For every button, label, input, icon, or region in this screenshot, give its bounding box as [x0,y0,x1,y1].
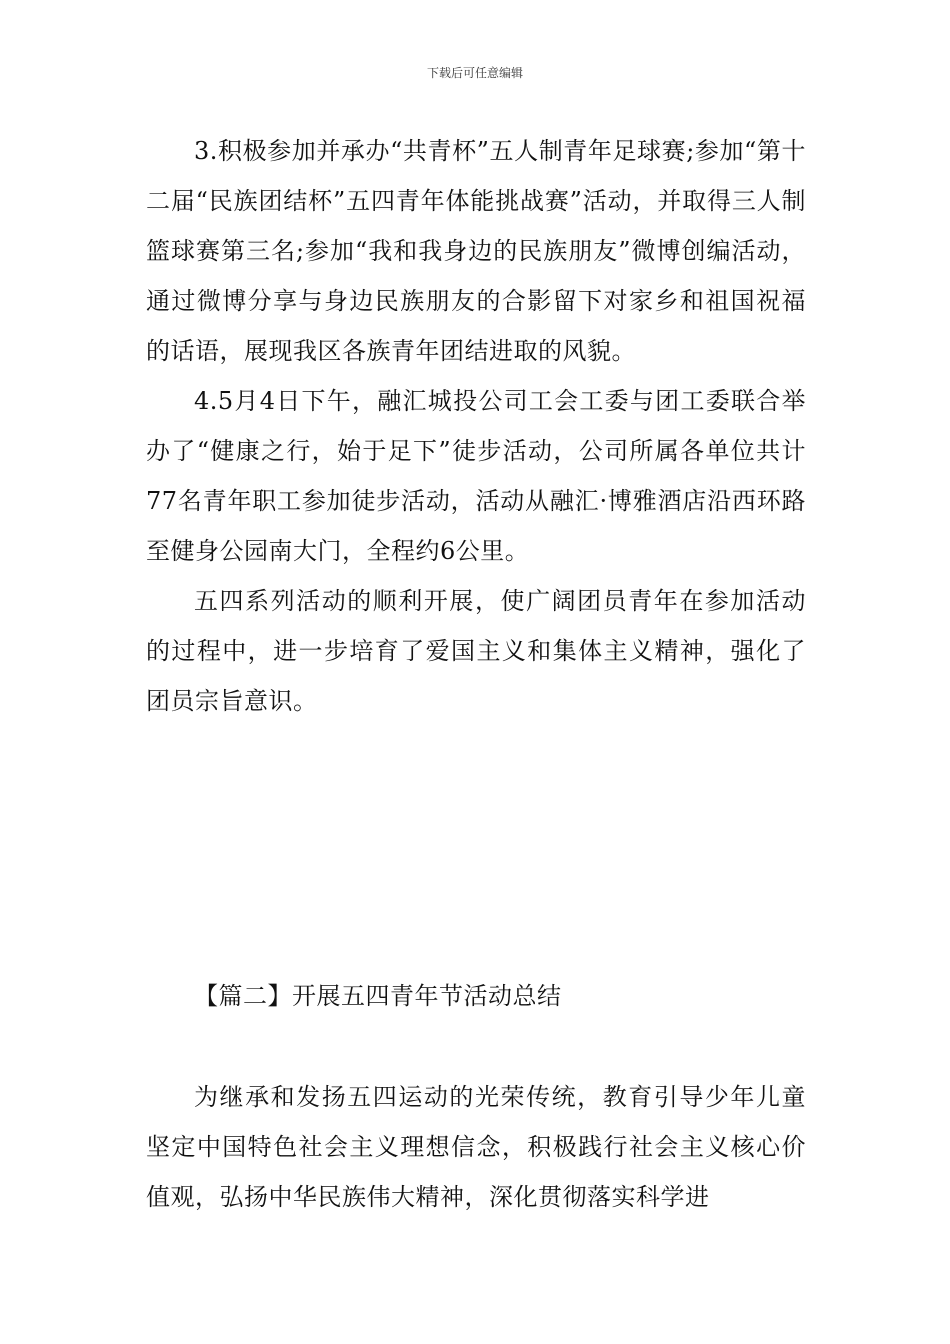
article-body-bottom [146,1072,806,1222]
article-body-top [146,126,806,726]
paragraph-intro: 为继承和发扬五四运动的光荣传统，教育引导少年儿童坚定中国特色社会主义理想信念，积极践行社会主义核心价值观，弘扬中华民族伟大精神，深化贯彻落实科学进 [146,1083,806,1211]
page-header-note: 下载后可任意编辑 [426,66,523,80]
paragraph-summary: 五四系列活动的顺利开展，使广阔团员青年在参加活动的过程中，进一步培育了爱国主义和集体主义精神，强化了团员宗旨意识。 [146,587,806,715]
paragraph-item-3: 3.积极参加并承办“共青杯”五人制青年足球赛;参加“第十二届“民族团结杯”五四青年体能挑战赛”活动，并取得三人制篮球赛第三名;参加“我和我身边的民族朋友”微博创编活动，通过微博分享与身边民族朋友的合影留下对家乡和祖国祝福的话语，展现我区各族青年团结进取的风貌。 [146,137,806,365]
section-heading: 【篇二】开展五四青年节活动总结 [194,982,562,1010]
paragraph-item-4: 4.5月4日下午，融汇城投公司工会工委与团工委联合举办了“健康之行，始于足下”徒步活动，公司所属各单位共计77名青年职工参加徒步活动，活动从融汇·博雅酒店沿西环路至健身公园南大门，全程约6公里。 [146,387,806,565]
